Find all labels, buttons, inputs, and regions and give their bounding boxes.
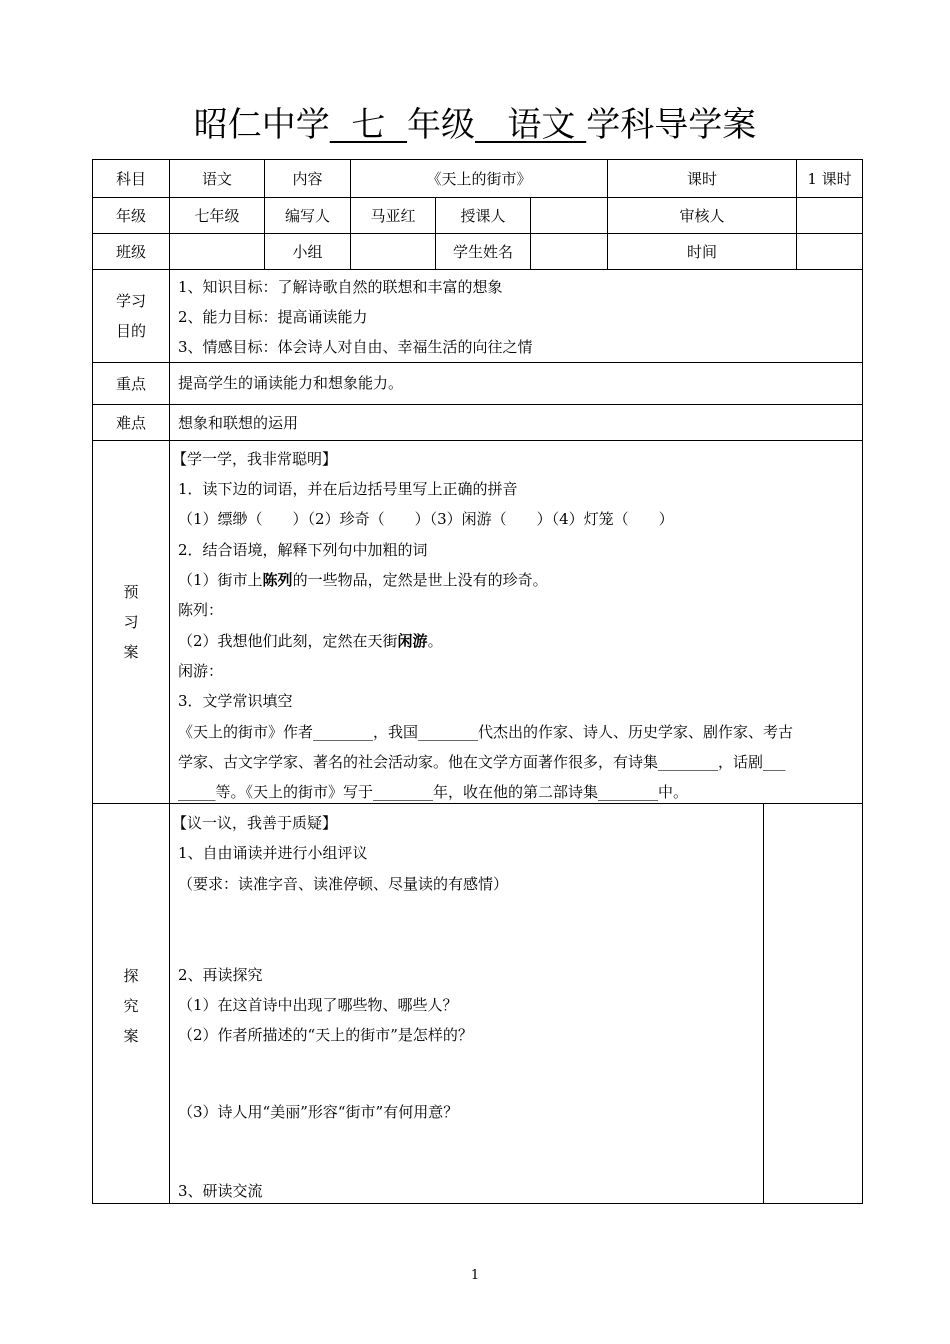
preview-q3-line3[interactable]: _____等。《天上的街市》写于________年，收在他的第二部诗集________中。 bbox=[178, 783, 689, 801]
preview-q3-line1[interactable]: 《天上的街市》作者________，我国________代杰出的作家、诗人、历史学家、剧作家、考古 bbox=[178, 723, 794, 741]
grade-label: 年级 bbox=[115, 207, 146, 225]
explore-task-1: 1、自由诵读并进行小组评议 bbox=[178, 844, 368, 862]
preview-q3-line2[interactable]: 学家、古文字学家、著名的社会活动家。他在文学方面著作很多，有诗集________，话剧___ bbox=[178, 753, 786, 771]
period-value: 1 课时 bbox=[807, 170, 852, 188]
content-label: 内容 bbox=[292, 170, 323, 188]
student-label: 学生姓名 bbox=[452, 243, 513, 261]
title-grade: 七 bbox=[329, 105, 407, 145]
explore-label: 探 究 案 bbox=[123, 967, 139, 1045]
title-grade-suffix: 年级 bbox=[407, 105, 475, 145]
subject-label: 科目 bbox=[115, 170, 146, 188]
preview-heading: 【学一学，我非常聪明】 bbox=[172, 450, 338, 468]
page-number: 1 bbox=[470, 1268, 480, 1283]
explore-task-2-q3: （3）诗人用“美丽”形容“街市”有何用意？ bbox=[178, 1103, 459, 1121]
grade-value: 七年级 bbox=[194, 207, 240, 225]
reviewer-value[interactable] bbox=[797, 198, 862, 233]
teacher-label: 授课人 bbox=[460, 207, 506, 225]
preview-q2: 2．结合语境，解释下列句中加粗的词 bbox=[178, 541, 428, 559]
preview-q3: 3．文学常识填空 bbox=[178, 692, 293, 710]
goals-label: 学习 目的 bbox=[115, 292, 146, 340]
bold-word-chenlie: 陈列 bbox=[262, 571, 293, 589]
page-title bbox=[0, 101, 950, 149]
group-label: 小组 bbox=[292, 243, 323, 261]
reviewer-label: 审核人 bbox=[679, 207, 725, 225]
explore-task-3: 3、研读交流 bbox=[178, 1182, 263, 1200]
preview-q1-items[interactable]: （1）缥缈（ ）（2）珍奇（ ）（3）闲游（ ）（4）灯笼（ ） bbox=[178, 510, 674, 528]
class-value[interactable] bbox=[170, 234, 264, 269]
author-value: 马亚红 bbox=[370, 207, 416, 225]
difficulty-text: 想象和联想的运用 bbox=[178, 414, 299, 432]
explore-task-2-q2: （2）作者所描述的“天上的街市”是怎样的？ bbox=[178, 1026, 473, 1044]
answer-xianyou[interactable]: 闲游： bbox=[178, 662, 224, 680]
title-school: 昭仁中学 bbox=[193, 105, 330, 145]
difficulty-label: 难点 bbox=[115, 414, 146, 432]
preview-label: 预 习 案 bbox=[123, 583, 139, 661]
preview-q1: 1．读下边的词语，并在后边括号里写上正确的拼音 bbox=[178, 480, 518, 498]
preview-sentence-1: （1）街市上陈列的一些物品，定然是世上没有的珍奇。 bbox=[178, 571, 548, 589]
time-value[interactable] bbox=[797, 234, 862, 269]
key-point-text: 提高学生的诵读能力和想象能力。 bbox=[178, 374, 404, 392]
period-label: 课时 bbox=[686, 170, 717, 188]
preview-sentence-2: （2）我想他们此刻，定然在天街闲游。 bbox=[178, 632, 443, 650]
author-label: 编写人 bbox=[284, 207, 330, 225]
content-value: 《天上的街市》 bbox=[426, 170, 532, 188]
answer-chenlie[interactable]: 陈列： bbox=[178, 601, 224, 619]
explore-task-2-q1: （1）在这首诗中出现了哪些物、哪些人？ bbox=[178, 996, 458, 1014]
title-subject: 语文 bbox=[475, 105, 587, 145]
goal-ability: 2、能力目标：提高诵读能力 bbox=[178, 308, 368, 326]
goal-emotion: 3、情感目标：体会诗人对自由、幸福生活的向往之情 bbox=[178, 338, 533, 356]
key-point-label: 重点 bbox=[115, 375, 146, 393]
title-suffix: 学科导学案 bbox=[586, 105, 757, 145]
class-label: 班级 bbox=[115, 243, 146, 261]
explore-task-1-requirement: （要求：读准字音、读准停顿、尽量读的有感情） bbox=[178, 875, 509, 893]
subject-value: 语文 bbox=[201, 170, 232, 188]
explore-task-2: 2、再读探究 bbox=[178, 966, 263, 984]
bold-word-xianyou: 闲游 bbox=[397, 632, 428, 650]
teacher-value[interactable] bbox=[531, 198, 607, 233]
group-value[interactable] bbox=[351, 234, 435, 269]
explore-heading: 【议一议，我善于质疑】 bbox=[172, 814, 338, 832]
goal-knowledge: 1、知识目标：了解诗歌自然的联想和丰富的想象 bbox=[178, 278, 503, 296]
time-label: 时间 bbox=[686, 243, 717, 261]
student-value[interactable] bbox=[531, 234, 607, 269]
